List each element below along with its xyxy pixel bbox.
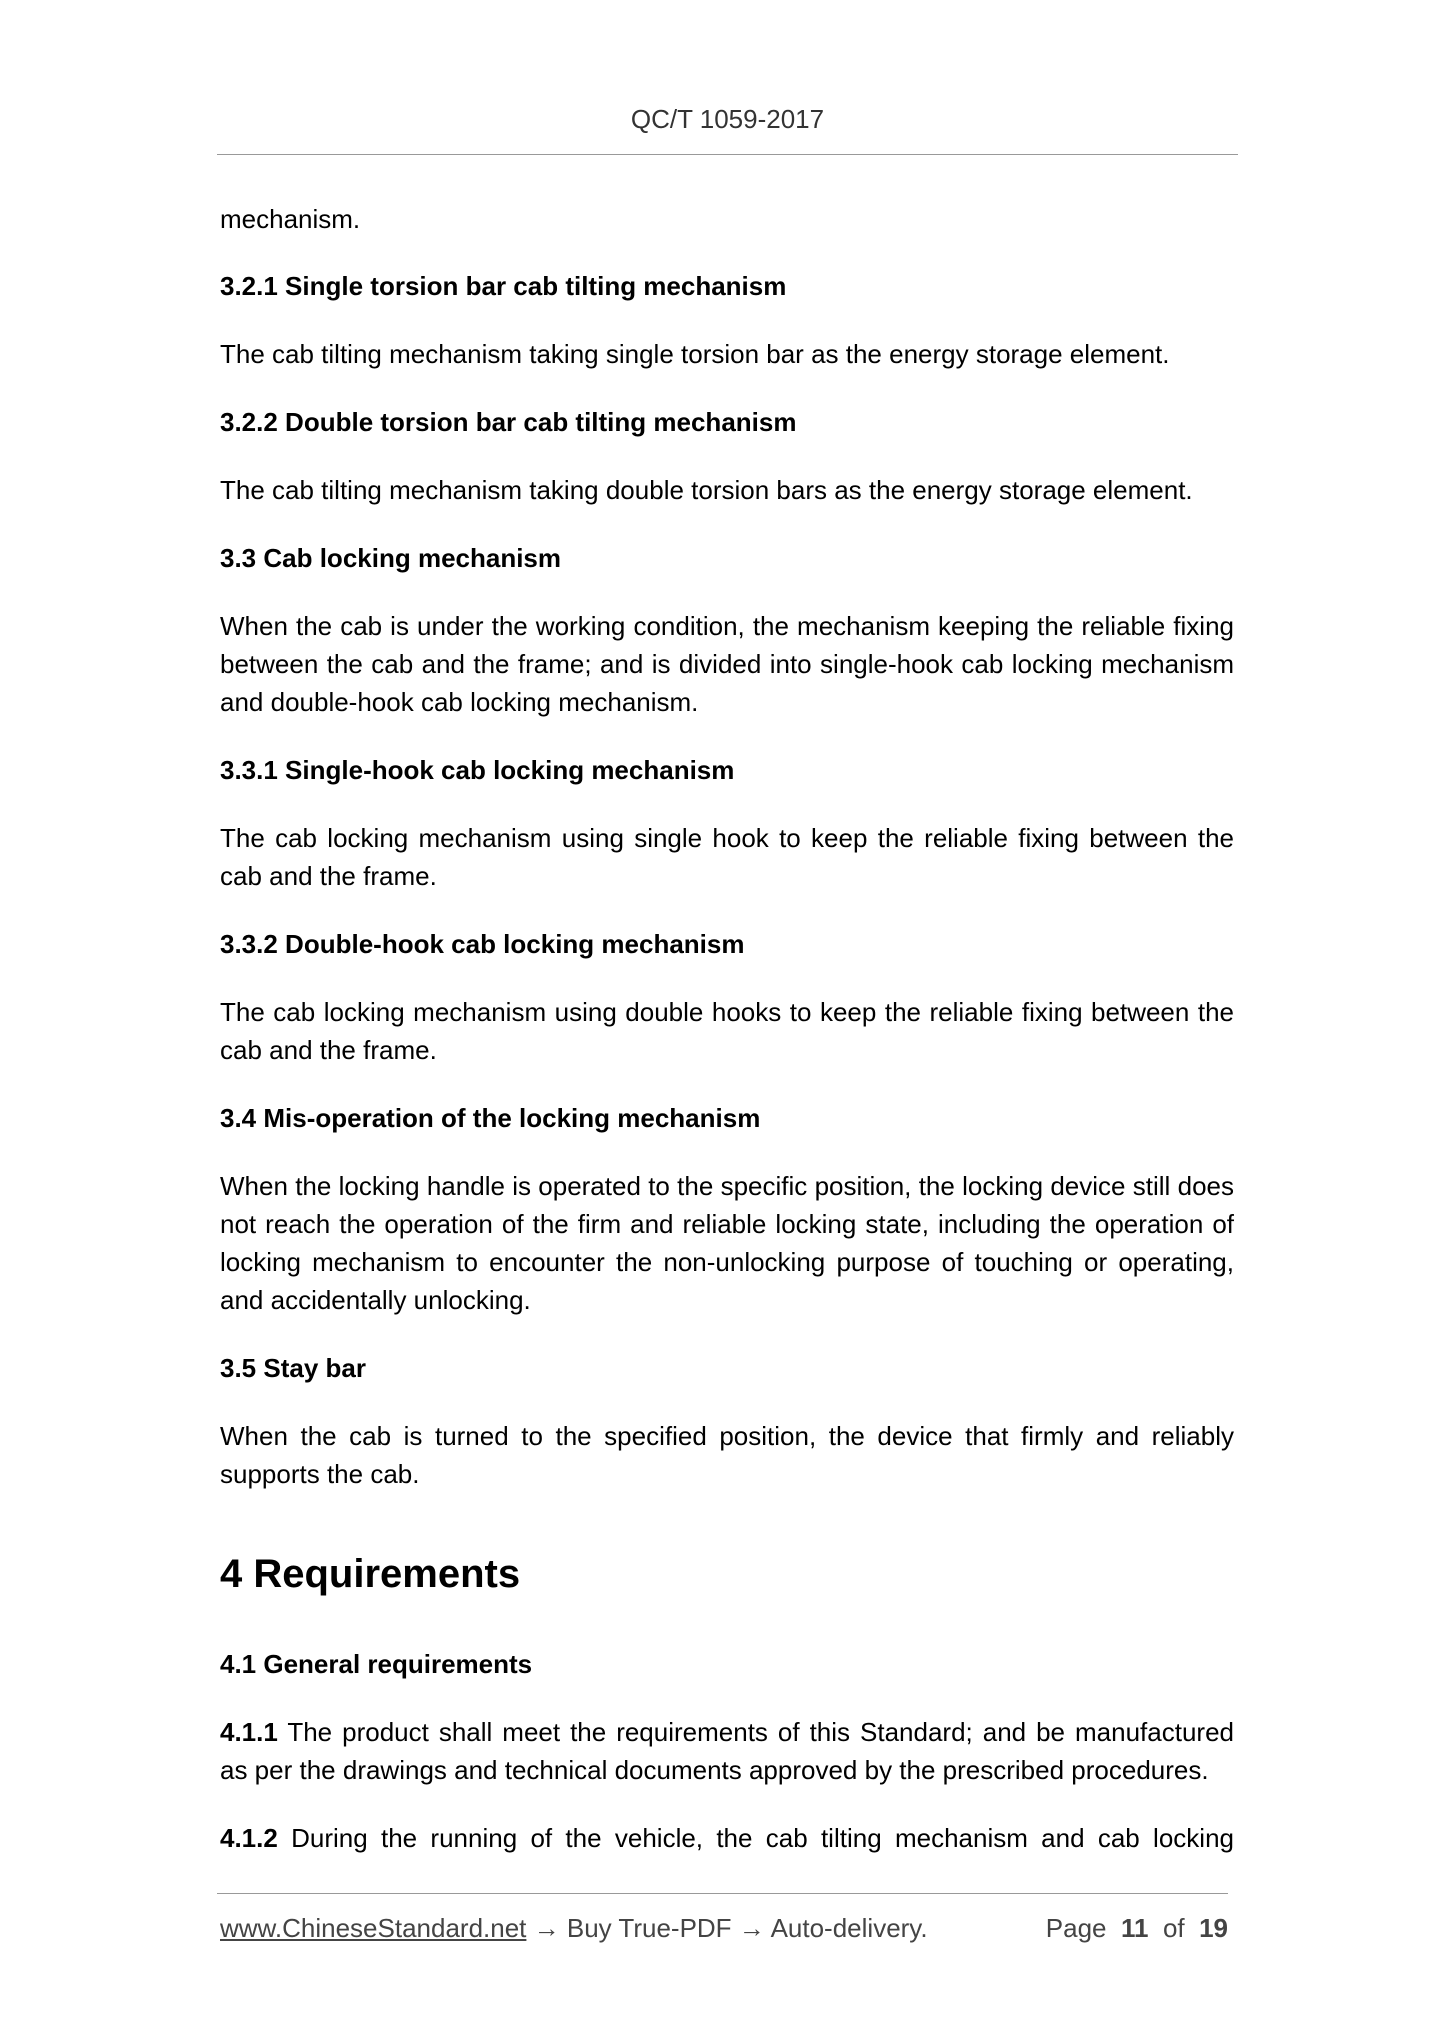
section-3-3-2-text: The cab locking mechanism using double hooks to keep the reliable fixing between the cab and the frame. [220,997,1234,1065]
section-4-1-2-text: During the running of the vehicle, the cab tilting mechanism and cab locking [277,1823,1234,1853]
continued-text: mechanism. [220,204,361,234]
footer-left [220,1913,928,1944]
header-divider [217,154,1238,155]
section-4-1-1-paragraph [220,1713,1234,1789]
section-4-1-heading: 4.1 General requirements [220,1649,533,1679]
section-4-1-2-number: 4.1.2 [220,1823,278,1853]
section-3-2-2-text: The cab tilting mechanism taking double torsion bars as the energy storage element. [220,475,1193,505]
section-3-2-2-heading: 3.2.2 Double torsion bar cab tilting mechanism [220,407,797,437]
section-3-4-heading: 3.4 Mis-operation of the locking mechanism [220,1103,761,1133]
section-3-2-1-heading: 3.2.1 Single torsion bar cab tilting mechanism [220,271,787,301]
document-body [220,200,1234,1887]
section-3-3-text: When the cab is under the working condition, the mechanism keeping the reliable fixing between the cab and the frame; and is divided into single-hook cab locking mechanism and double-hook cab locking mechanism. [220,611,1234,717]
section-3-3-2-heading: 3.3.2 Double-hook cab locking mechanism [220,929,745,959]
section-3-3-heading: 3.3 Cab locking mechanism [220,543,562,573]
section-4-1-2-paragraph [220,1819,1234,1857]
total-pages-number: 19 [1199,1913,1228,1943]
footer-tagline: → Buy True-PDF → Auto-delivery. [526,1913,928,1943]
page-footer [220,1913,1228,1944]
section-3-3-1-heading: 3.3.1 Single-hook cab locking mechanism [220,755,735,785]
section-3-5-text: When the cab is turned to the specified position, the device that firmly and reliably supports the cab. [220,1421,1234,1489]
section-3-5-heading: 3.5 Stay bar [220,1353,366,1383]
section-4-heading: 4 Requirements [220,1552,521,1596]
section-4-1-1-number: 4.1.1 [220,1717,278,1747]
section-4-1-1-text: The product shall meet the requirements of this Standard; and be manufactured as per the drawings and technical documents approved by the prescribed procedures. [220,1717,1234,1785]
section-3-4-text: When the locking handle is operated to the specific position, the locking device still does not reach the operation of the firm and reliable locking state, including the operation of locking mechanism to encounter the non-unlocking purpose of touching or operating, and accidentally unlocking. [220,1171,1234,1315]
website-link[interactable]: www.ChineseStandard.net [220,1913,527,1943]
section-3-3-1-text: The cab locking mechanism using single hook to keep the reliable fixing between the cab and the frame. [220,823,1234,891]
section-3-2-1-text: The cab tilting mechanism taking single torsion bar as the energy storage element. [220,339,1170,369]
of-word: of [1162,1913,1185,1943]
current-page-number: 11 [1120,1913,1149,1943]
footer-divider [217,1893,1228,1894]
page-header-title: QC/T 1059-2017 [630,104,825,134]
page-indicator [1046,1913,1228,1944]
page-word: Page [1045,1913,1107,1943]
